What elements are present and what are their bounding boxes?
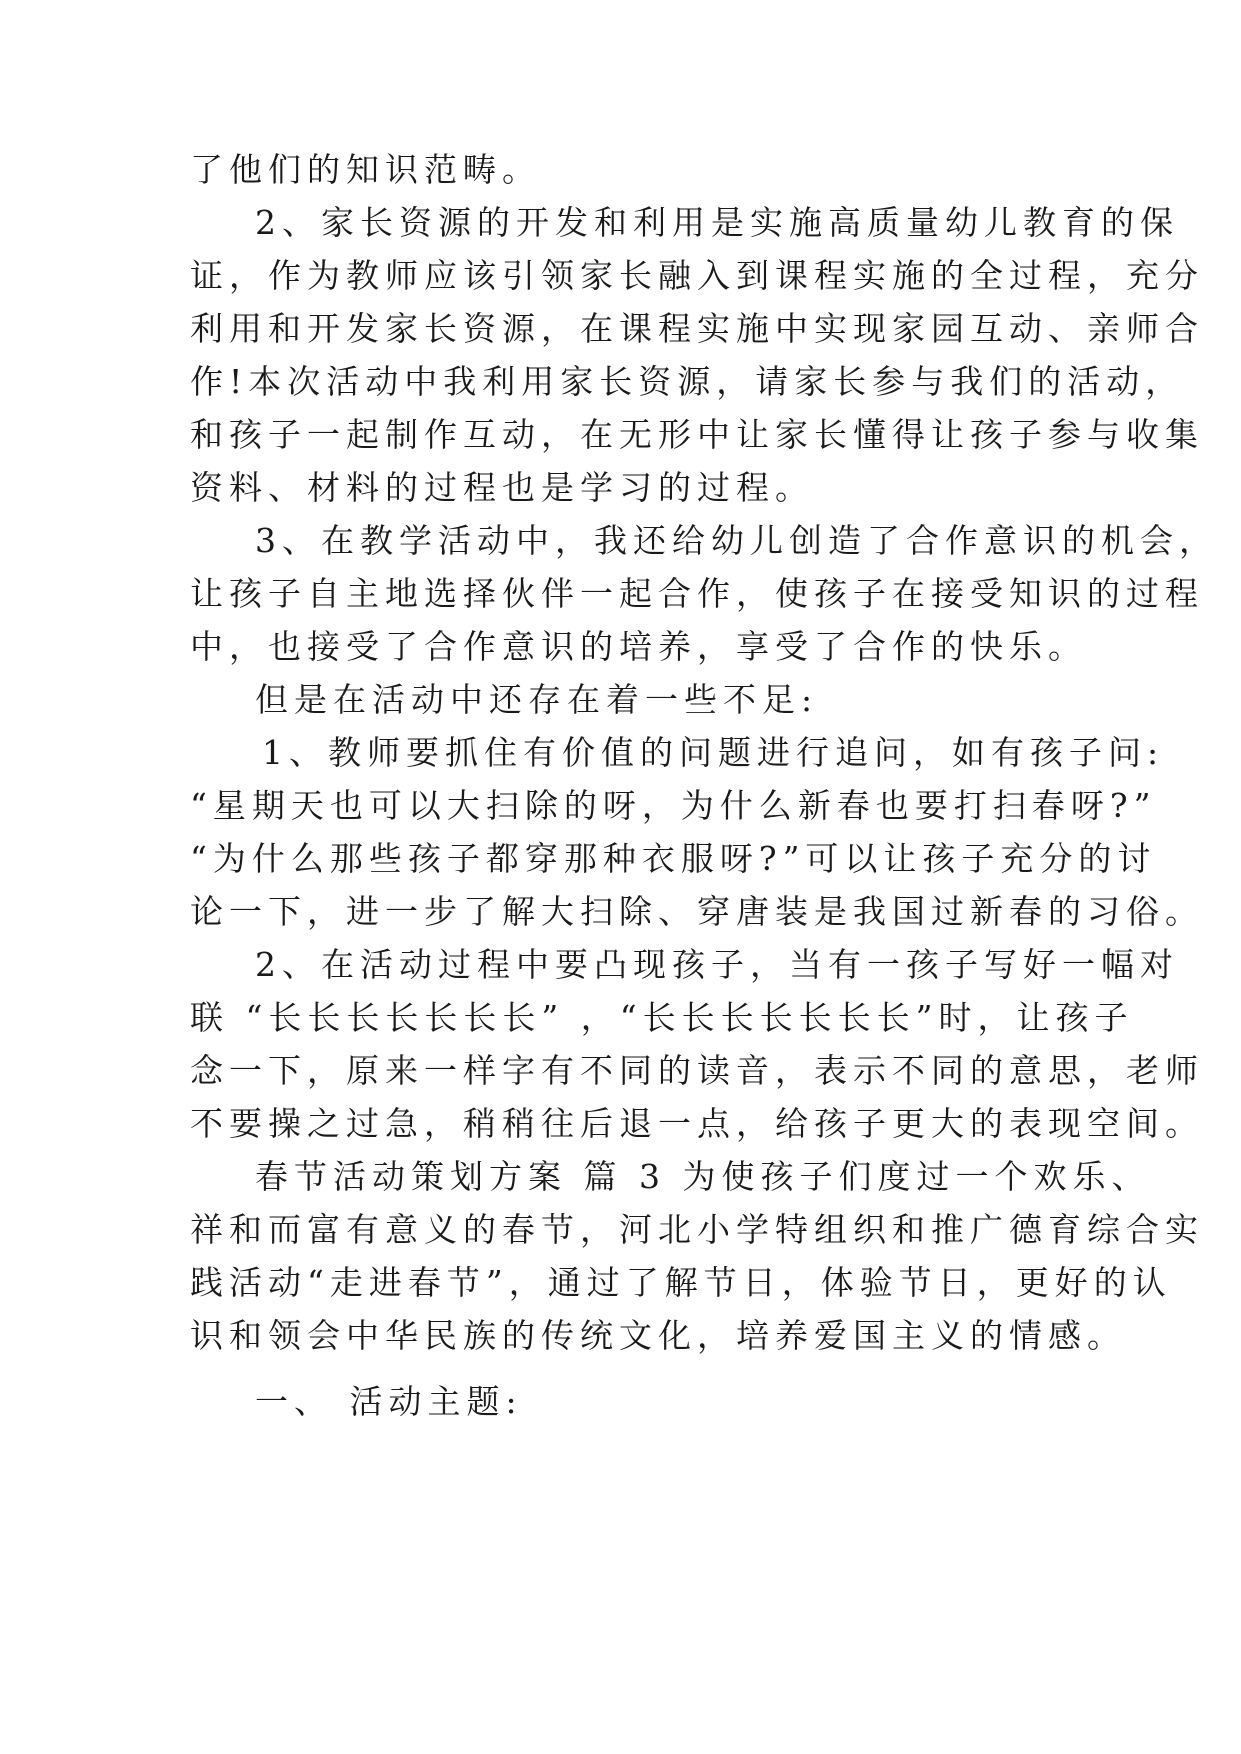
text-line: “星期天也可以大扫除的呀，为什么新春也要打扫春呀?” [190, 786, 1157, 825]
text-line: 祥和而富有意义的春节，河北小学特组织和推广德育综合实 [190, 1210, 1204, 1249]
section-heading: 一、 活动主题: [255, 1382, 523, 1421]
text-line: 2、在活动过程中要凸现孩子，当有一孩子写好一幅对 [255, 945, 1179, 984]
text-line: 论一下，进一步了解大扫除、穿唐装是我国过新春的习俗。 [190, 892, 1204, 931]
text-line: 识和领会中华民族的传统文化，培养爱国主义的情感。 [190, 1316, 1126, 1355]
text-line: 利用和开发家长资源，在课程实施中实现家园互动、亲师合 [190, 309, 1204, 348]
text-line: 践活动“走进春节”，通过了解节日，体验节日，更好的认 [190, 1263, 1172, 1302]
text-line: 但是在活动中还存在着一些不足: [255, 680, 819, 719]
text-line: 3、在教学活动中，我还给幼儿创造了合作意识的机会， [255, 521, 1218, 560]
text-line: 让孩子自主地选择伙伴一起合作，使孩子在接受知识的过程 [190, 574, 1204, 613]
text-line: 2、家长资源的开发和利用是实施高质量幼儿教育的保 [255, 203, 1179, 242]
text-line: 联 “长长长长长长长” ，“长长长长长长长”时，让孩子 [190, 998, 1134, 1037]
text-line: “为什么那些孩子都穿那种衣服呀?”可以让孩子充分的讨 [190, 839, 1157, 878]
text-line: 中，也接受了合作意识的培养，享受了合作的快乐。 [190, 627, 1087, 666]
text-line: 春节活动策划方案 篇 3 为使孩子们度过一个欢乐、 [255, 1157, 1151, 1196]
text-line: 和孩子一起制作互动，在无形中让家长懂得让孩子参与收集 [190, 415, 1204, 454]
text-line: 证，作为教师应该引领家长融入到课程实施的全过程，充分 [190, 256, 1204, 295]
text-line: 不要操之过急，稍稍往后退一点，给孩子更大的表现空间。 [190, 1104, 1204, 1143]
text-line: 1、教师要抓住有价值的问题进行追问，如有孩子问: [262, 733, 1165, 772]
text-line: 资料、材料的过程也是学习的过程。 [190, 468, 814, 507]
text-line: 了他们的知识范畴。 [190, 150, 541, 189]
text-line: 作!本次活动中我利用家长资源，请家长参与我们的活动， [190, 362, 1185, 401]
text-line: 念一下，原来一样字有不同的读音，表示不同的意思，老师 [190, 1051, 1204, 1090]
